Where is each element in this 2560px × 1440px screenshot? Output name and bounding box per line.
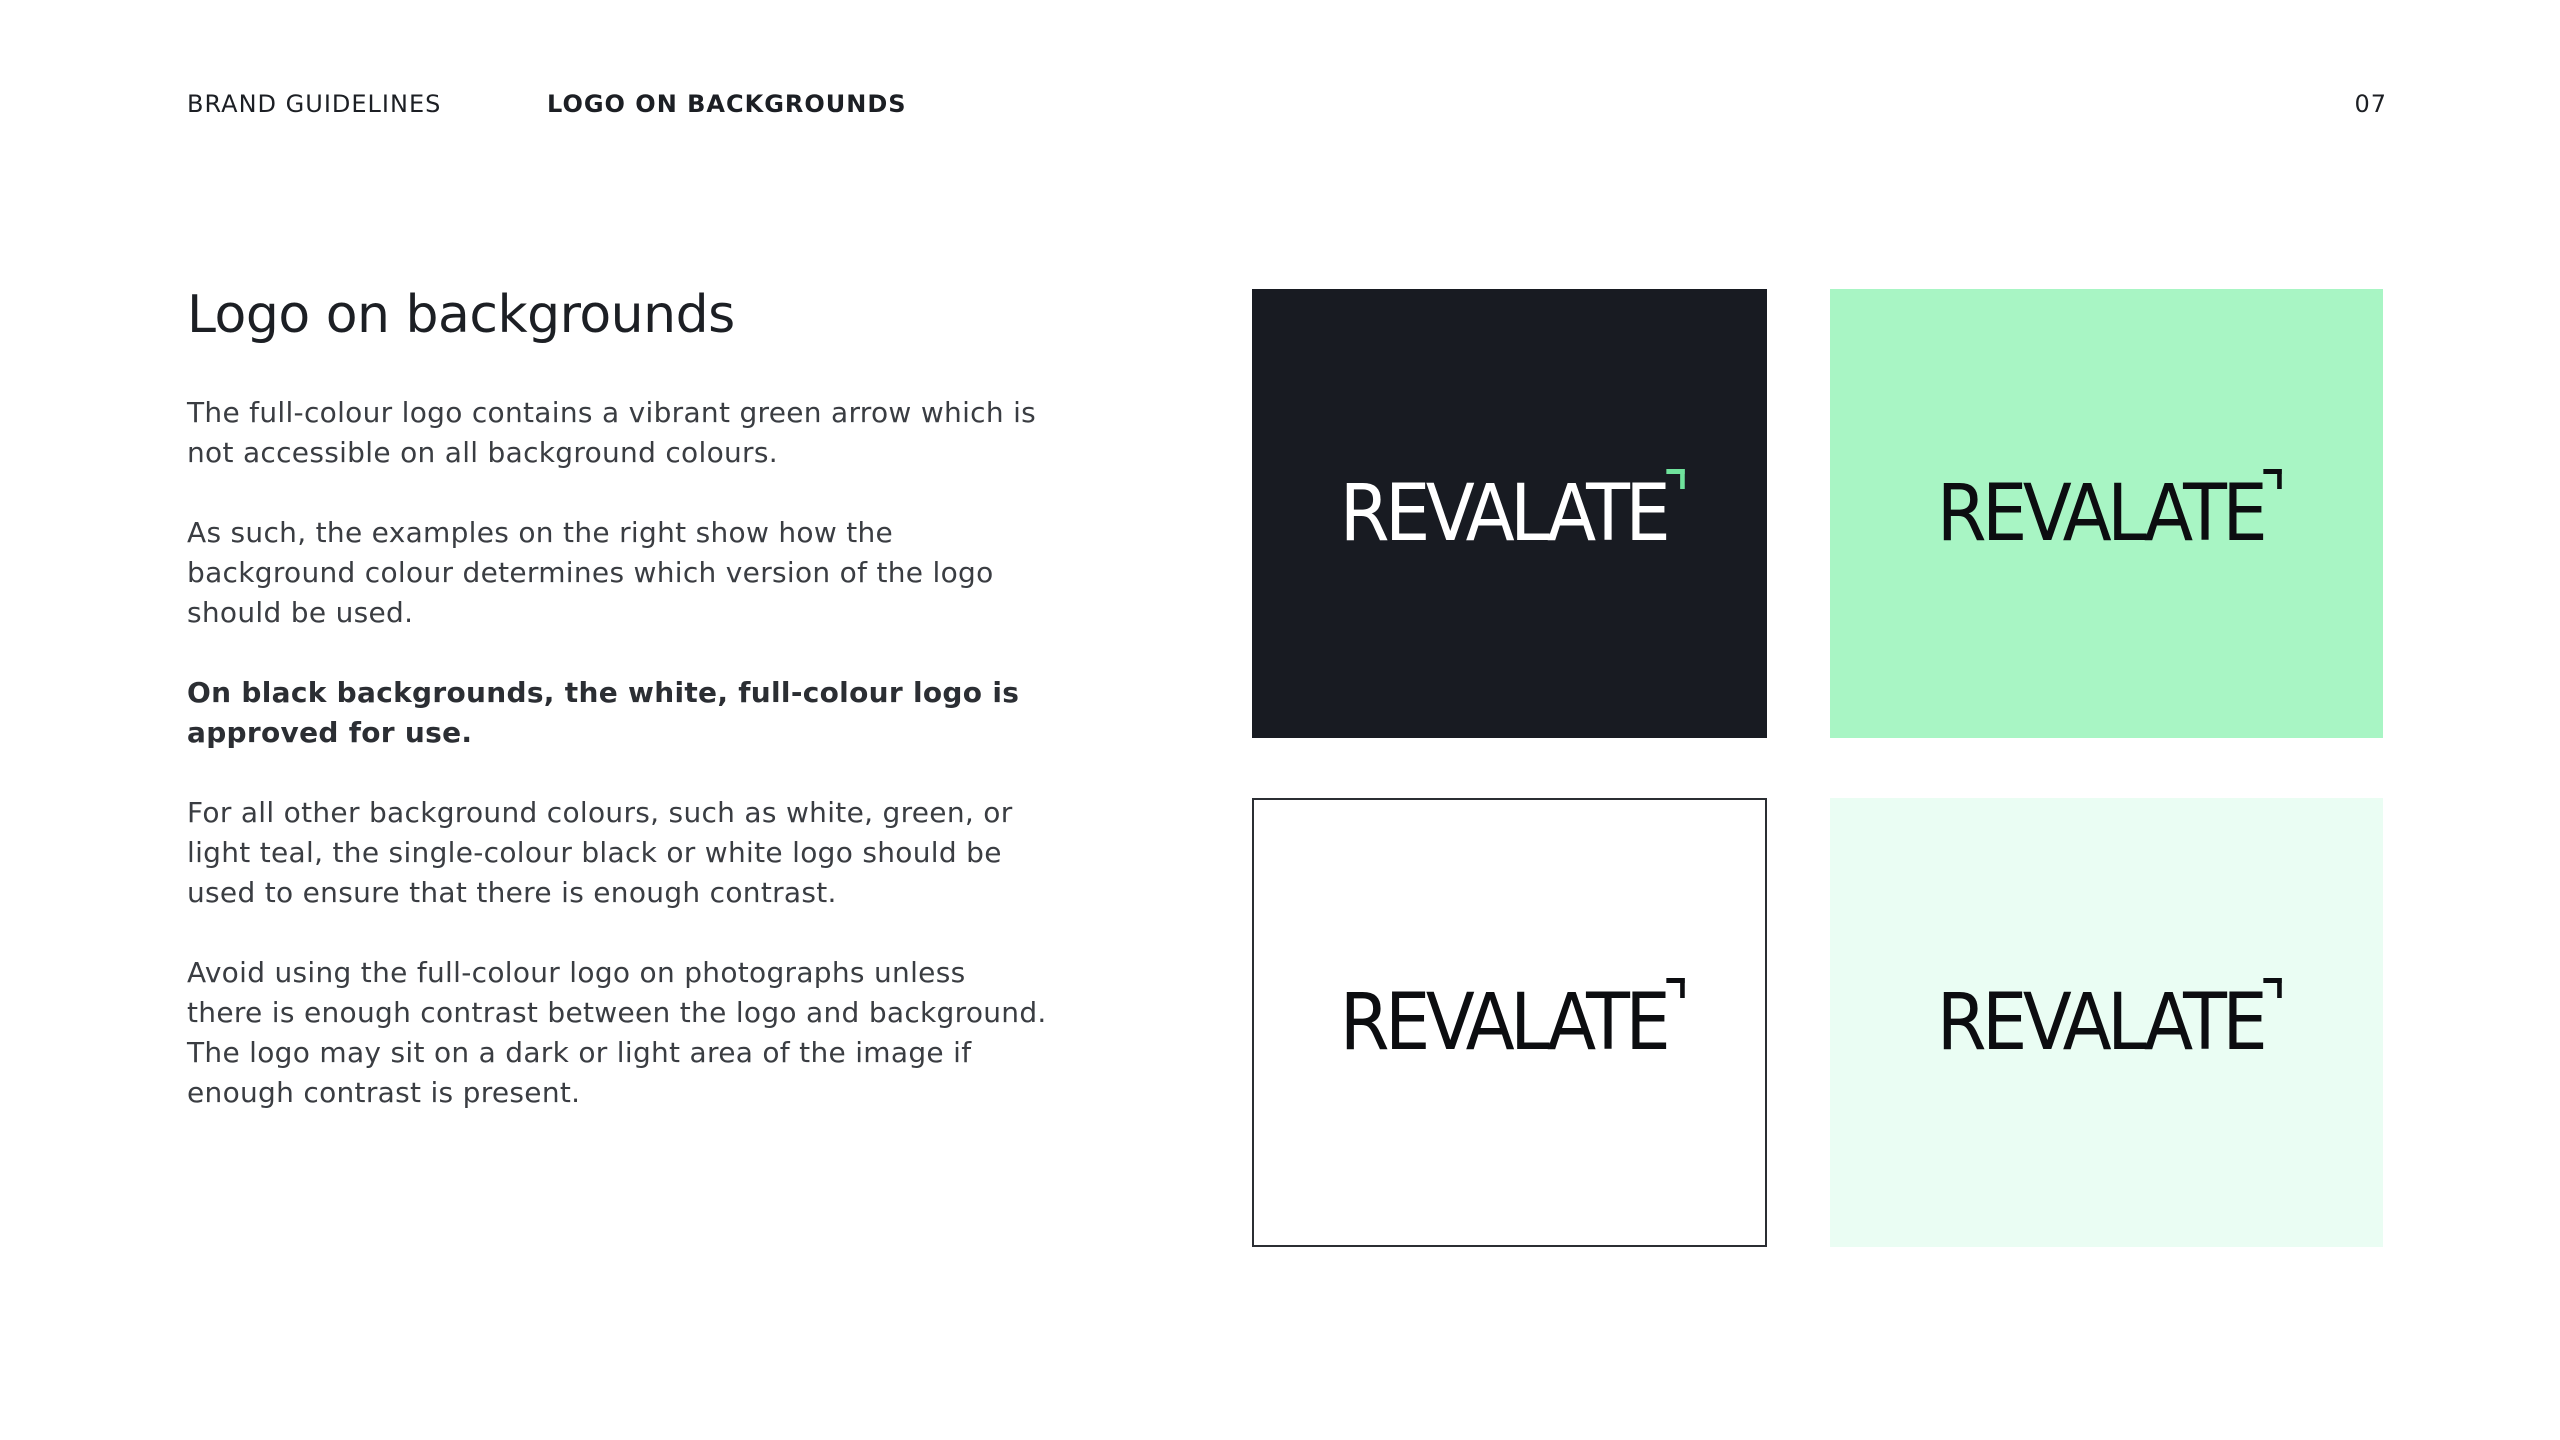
logo-wordmark: REVALATE [1936,977,2264,1068]
paragraph-other-colours: For all other background colours, such as white, green, or light teal, the single-colour black or white logo should be used to ensure that there is enough contrast. [187,796,1013,909]
arrow-mark-icon [1666,469,1684,489]
paragraph-photographs: Avoid using the full-colour logo on photographs unless there is enough contrast between the logo and background. The logo may sit on a dark or light area of the image if enough contrast is present. [187,956,1047,1109]
logo-tile-white [1252,798,1767,1247]
arrow-mark-icon [2263,469,2281,489]
logo-wordmark: REVALATE [1339,977,1667,1068]
logo-tile-green [1830,289,2383,738]
page-title: LOGO ON BACKGROUNDS [547,90,907,118]
arrow-mark-icon [1666,978,1684,998]
logo-wordmark: REVALATE [1339,468,1667,559]
logo-tile-black [1252,289,1767,738]
logo-tile-light-teal [1830,798,2383,1247]
page-number: 07 [2354,90,2387,118]
revalate-logo [1339,977,1679,1068]
guidelines-text [187,285,1047,1153]
logo-wordmark: REVALATE [1936,468,2264,559]
paragraph-black-rule: On black backgrounds, the white, full-colour logo is approved for use. [187,676,1020,749]
page-header [187,90,2387,122]
revalate-logo [1936,977,2276,1068]
arrow-mark-icon [2263,978,2281,998]
section-label: BRAND GUIDELINES [187,90,442,118]
paragraph-examples: As such, the examples on the right show how the background colour determines which version of the logo should be used. [187,516,994,629]
paragraph-intro: The full-colour logo contains a vibrant green arrow which is not accessible on all background colours. [187,396,1037,469]
revalate-logo [1339,468,1679,559]
revalate-logo [1936,468,2276,559]
content-heading: Logo on backgrounds [187,285,735,345]
